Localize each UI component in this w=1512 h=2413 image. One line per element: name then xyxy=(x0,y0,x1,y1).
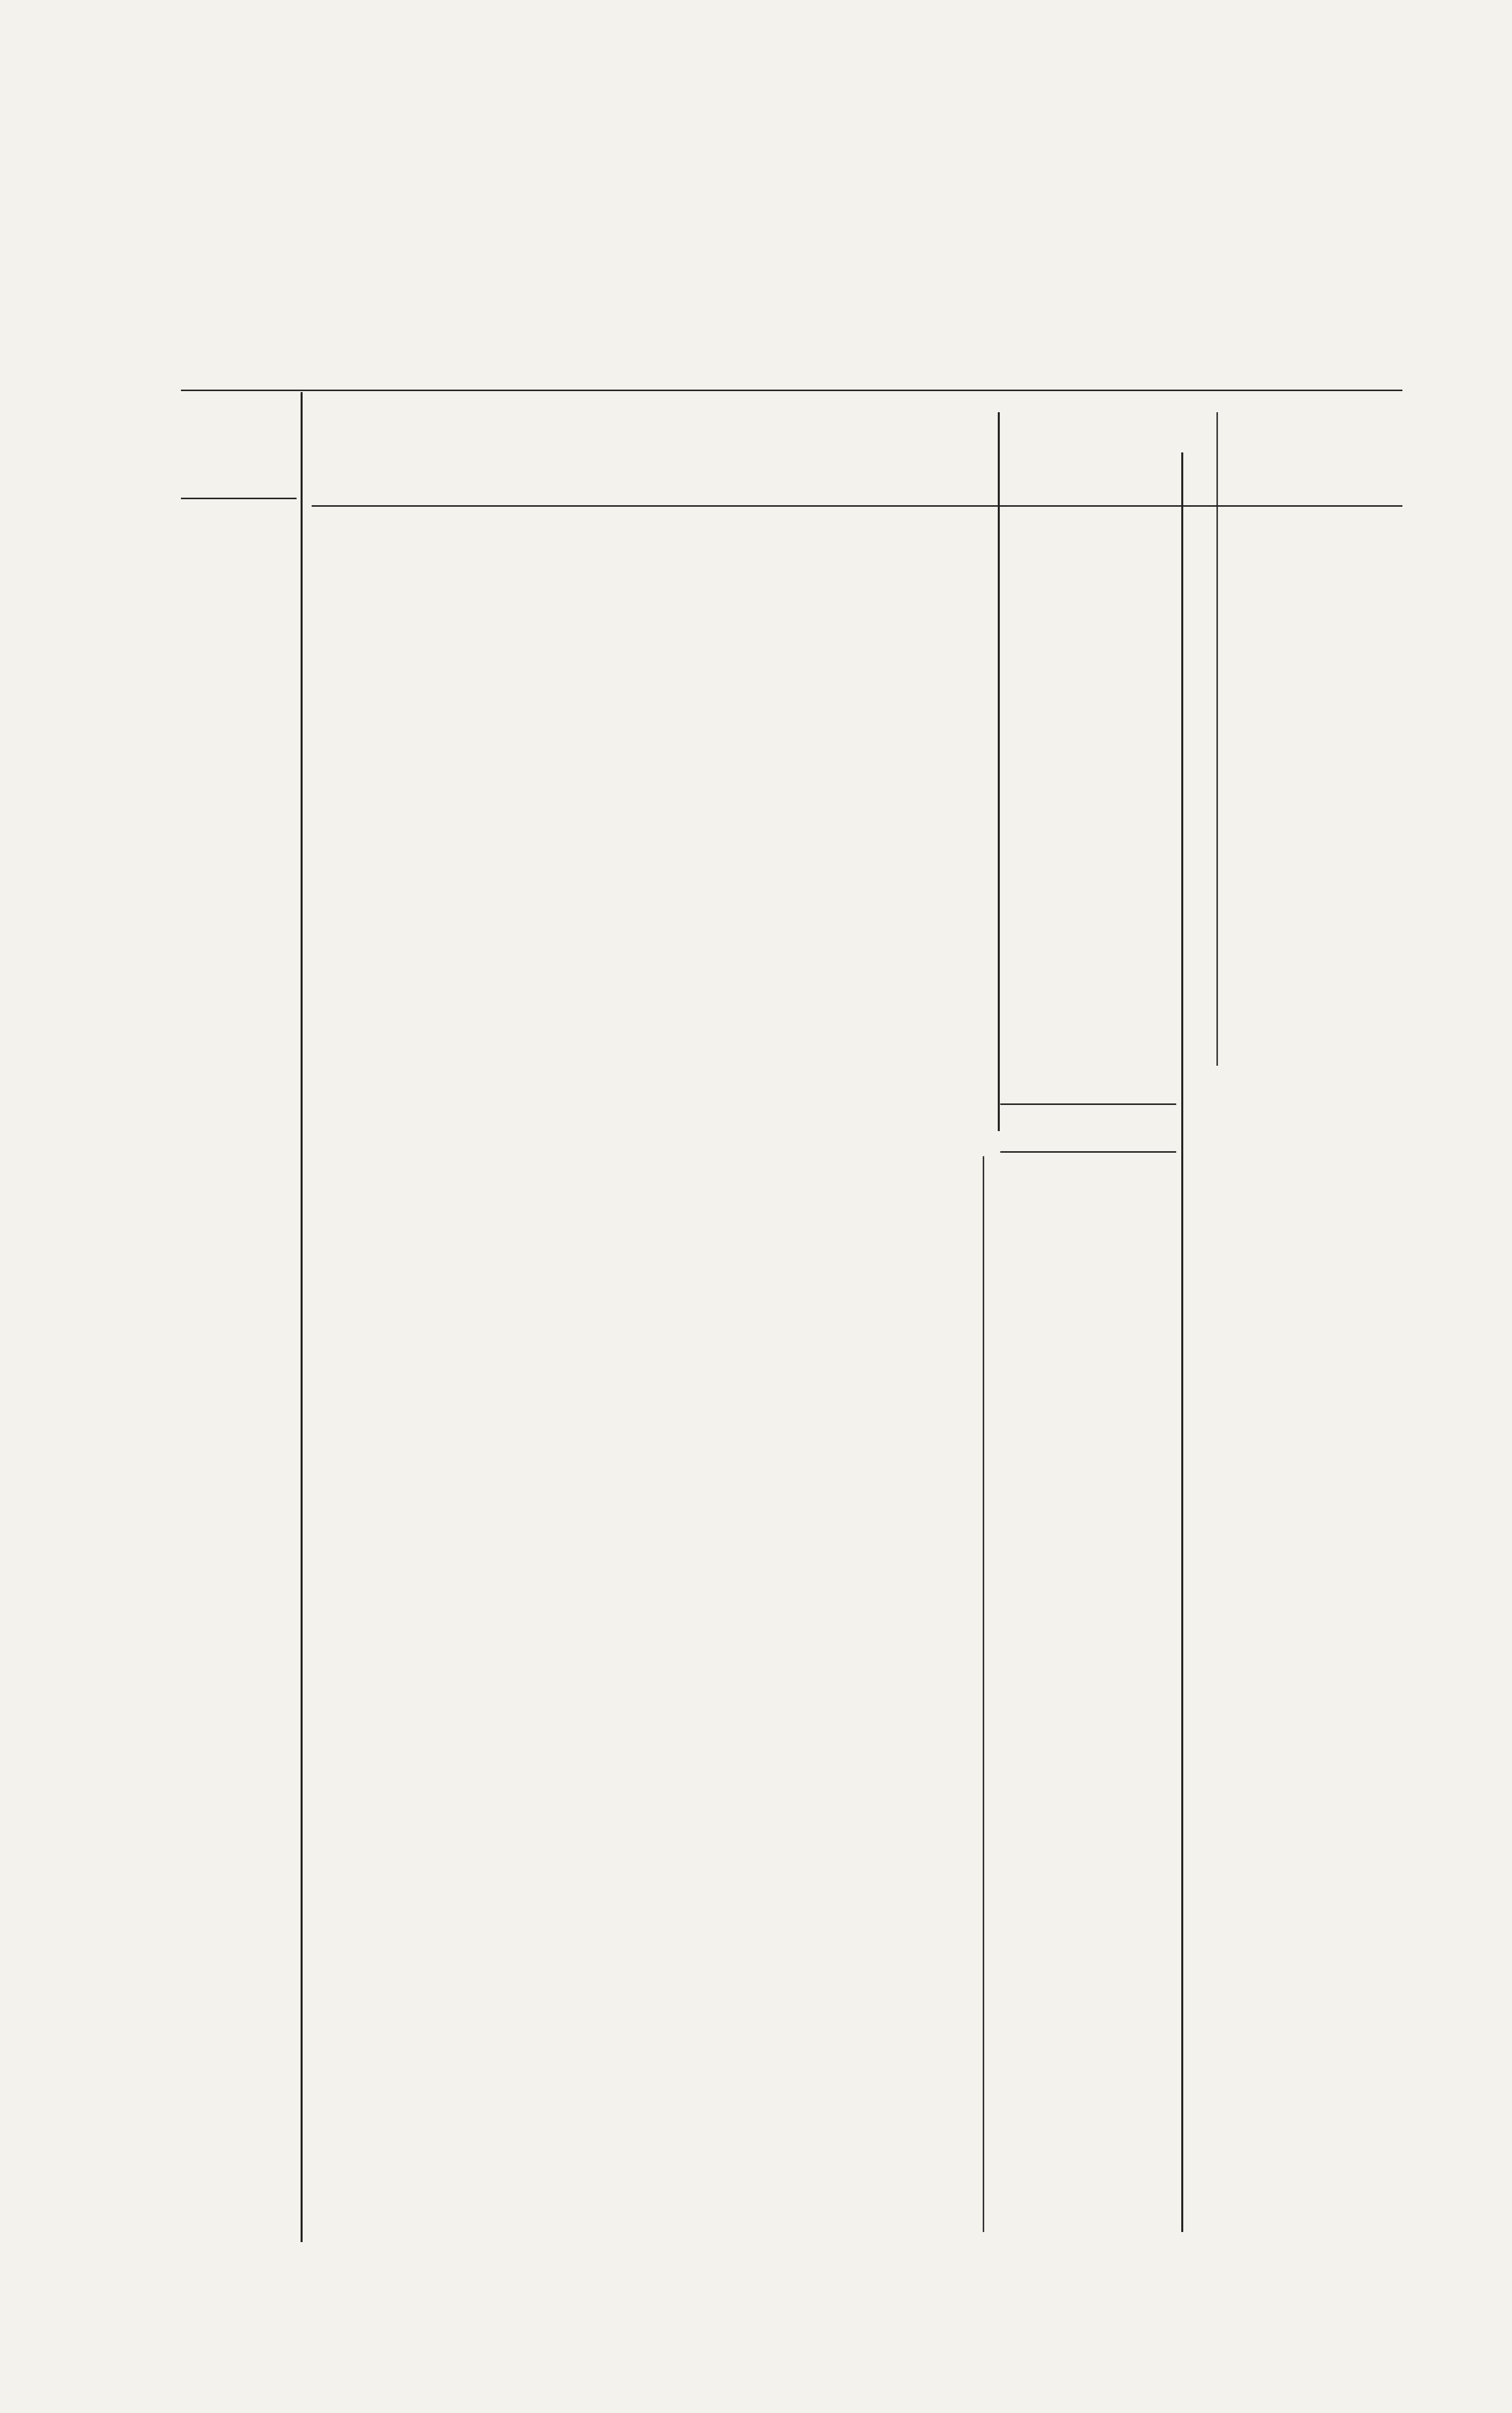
receipts-lower-left-rule xyxy=(983,1156,984,2232)
receipts-total-rule-top xyxy=(1000,1103,1176,1105)
receipts-left-rule xyxy=(998,412,1000,1131)
table-top-rule xyxy=(181,390,1402,391)
receipts-right-rule xyxy=(1181,452,1183,2232)
header-rule-main xyxy=(312,505,1402,507)
disbursements-left-rule xyxy=(1216,412,1218,1066)
statement-caption xyxy=(181,274,1407,338)
header-rule-date xyxy=(181,498,297,499)
date-column-rule xyxy=(301,392,303,2242)
receipts-total-rule-bottom xyxy=(1000,1151,1176,1153)
